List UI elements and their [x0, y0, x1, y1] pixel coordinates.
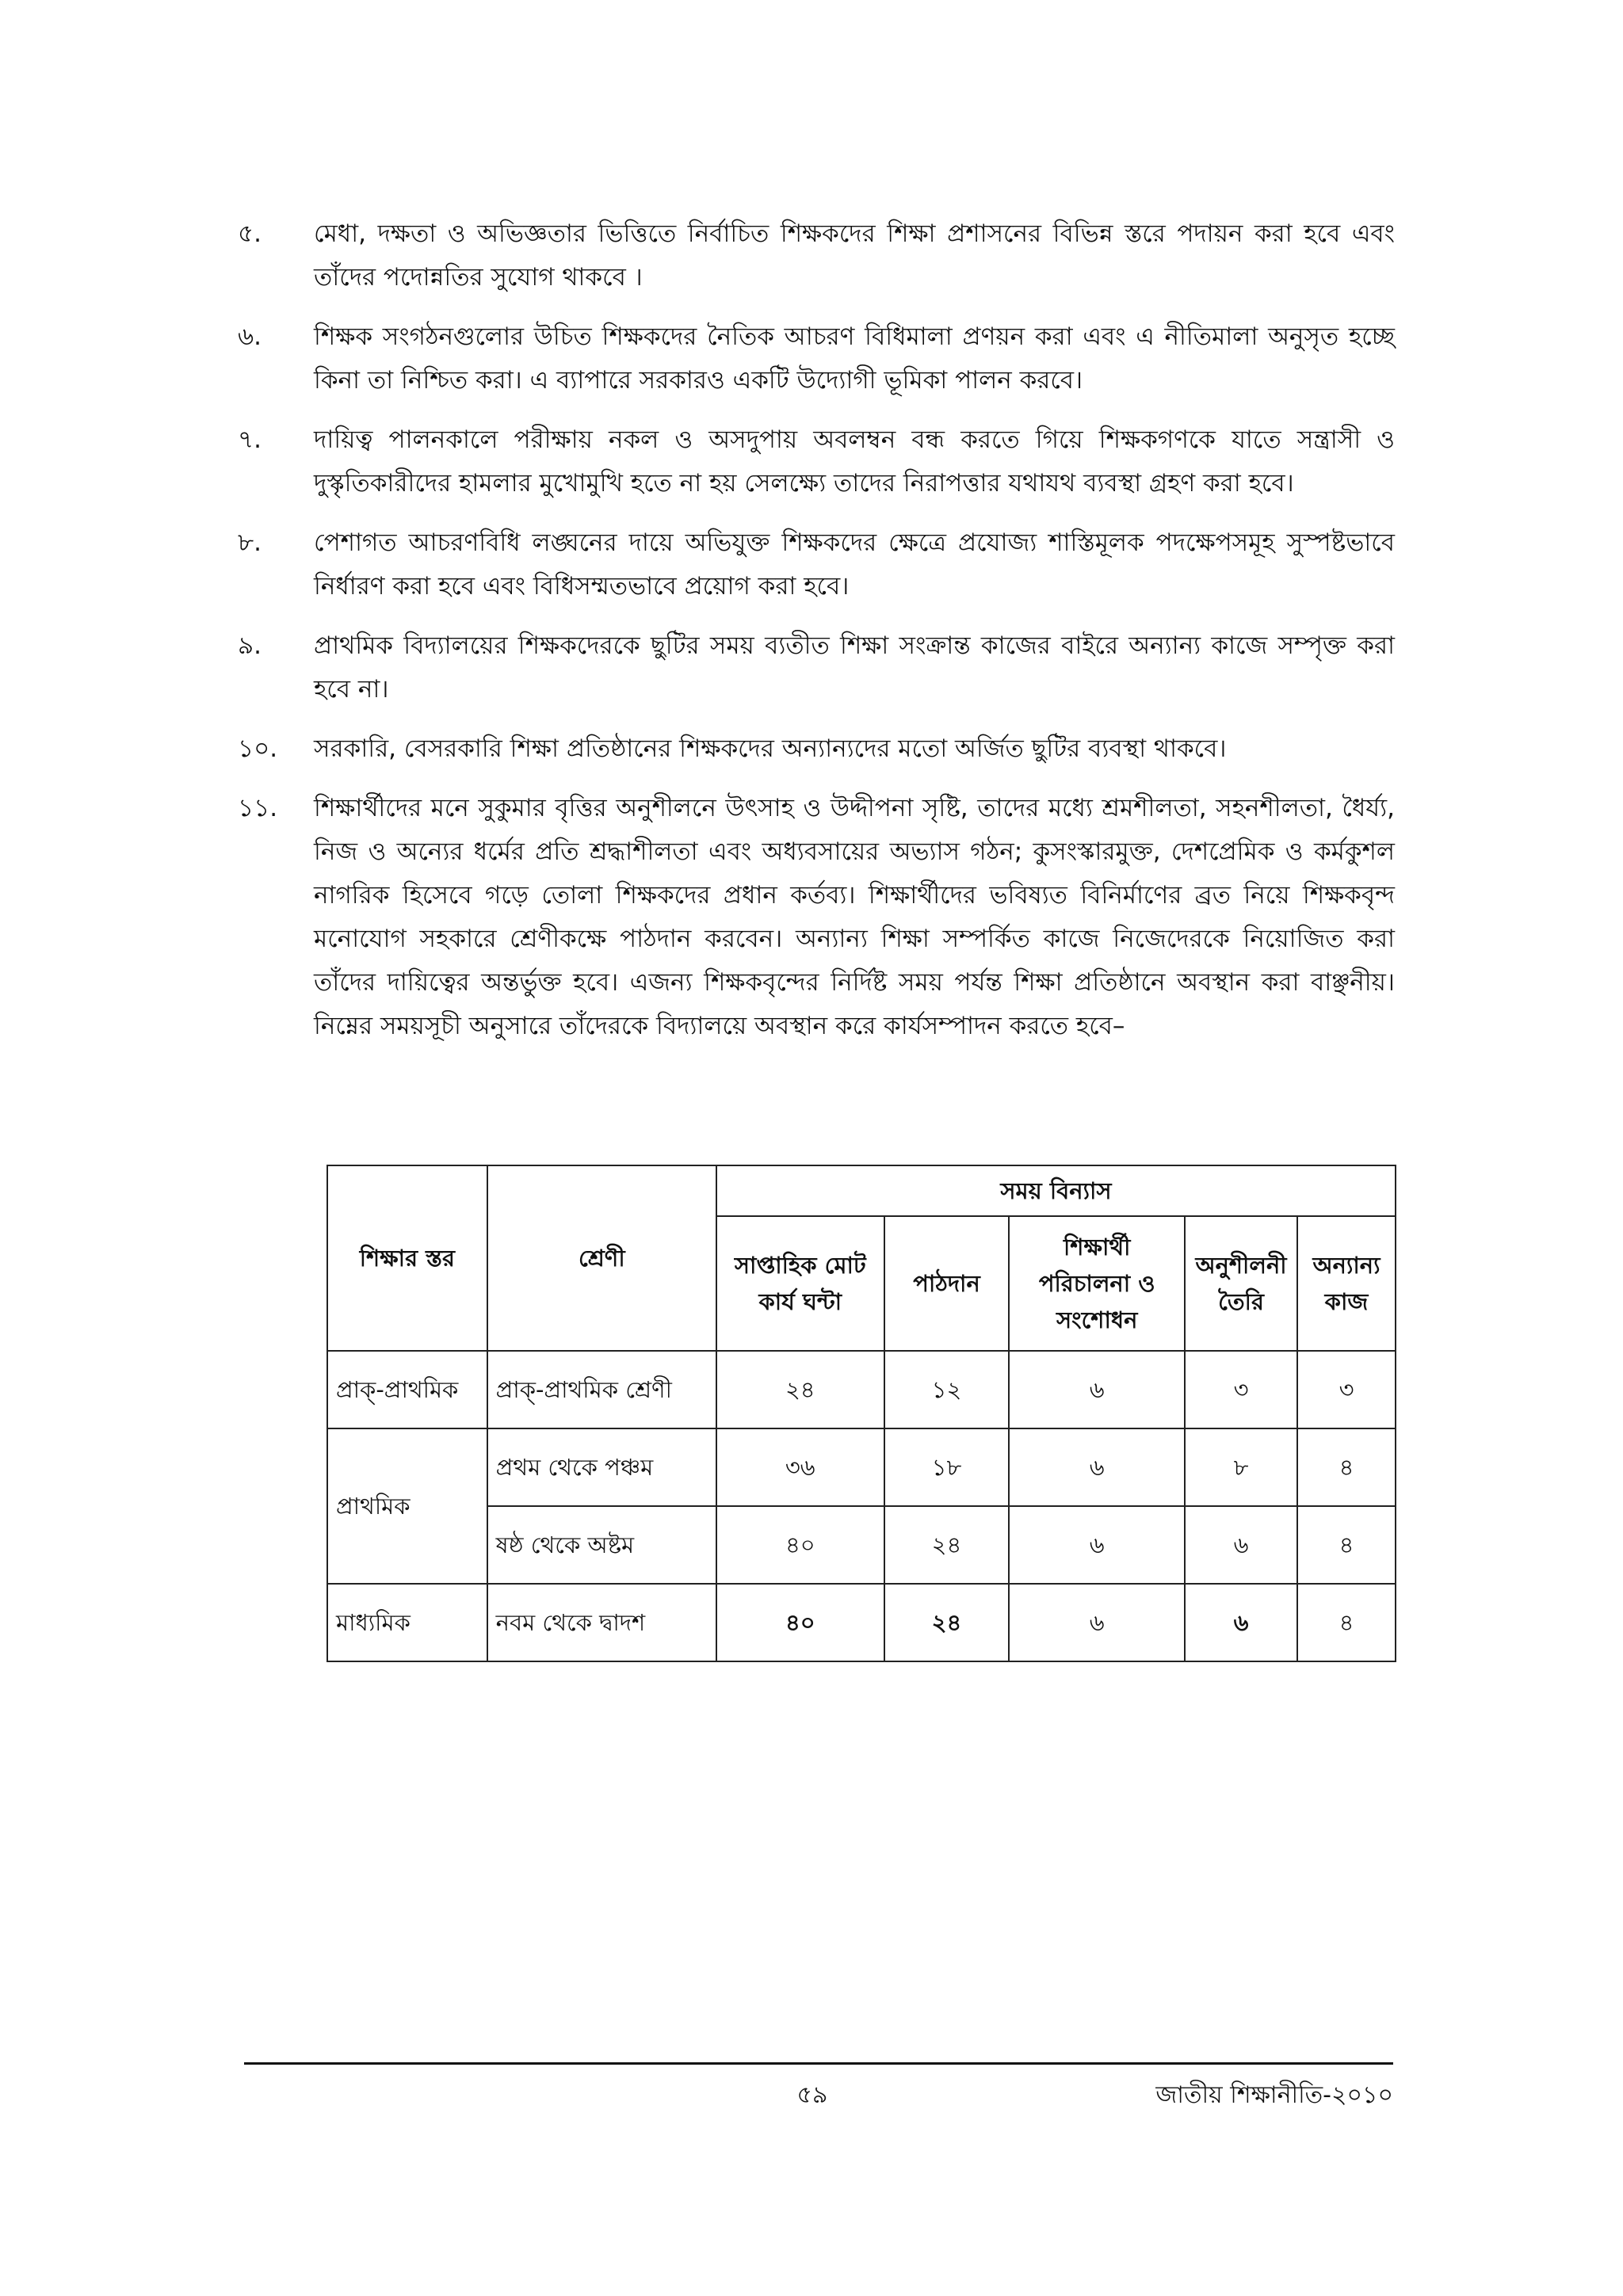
cell-value: ৬: [1009, 1428, 1185, 1506]
cell-value: ৬: [1009, 1584, 1185, 1661]
item-text: শিক্ষক সংগঠনগুলোর উচিত শিক্ষকদের নৈতিক আচরণ বিধিমালা প্রণয়ন করা এবং এ নীতিমালা অনুসৃত হচ্ছে কিনা তা নিশ্চিত করা। এ ব্যাপারে সরকারও একটি উদ্যোগী ভূমিকা পালন করবে।: [314, 322, 1395, 395]
item-text: সরকারি, বেসরকারি শিক্ষা প্রতিষ্ঠানের শিক্ষকদের অন্যান্যদের মতো অর্জিত ছুটির ব্যবস্থা থাকবে।: [314, 734, 1227, 763]
cell-class: প্রাক্-প্রাথমিক শ্রেণী: [487, 1351, 716, 1428]
header-student-management: শিক্ষার্থী পরিচালনা ও সংশোধন: [1009, 1216, 1185, 1351]
list-item: [238, 624, 1395, 711]
cell-value: ৬: [1009, 1351, 1185, 1428]
cell-value: ৬: [1185, 1584, 1297, 1661]
header-time-allocation: সময় বিন্যাস: [716, 1165, 1396, 1216]
item-number: ১০.: [238, 734, 278, 763]
cell-level: প্রাক্-প্রাথমিক: [327, 1351, 487, 1428]
list-item: [238, 787, 1395, 1048]
footer-title: জাতীয় শিক্ষানীতি-২০১০: [1155, 2081, 1393, 2109]
item-text: শিক্ষার্থীদের মনে সুকুমার বৃত্তির অনুশীলনে উৎসাহ ও উদ্দীপনা সৃষ্টি, তাদের মধ্যে শ্রমশীলতা, সহনশীলতা, ধৈর্য্য, নিজ ও অন্যের ধর্মের প্রতি শ্রদ্ধাশীলতা এবং অধ্যবসায়ের অভ্যাস গঠন; কুসংস্কারমুক্ত, দেশপ্রেমিক ও কর্মকুশল নাগরিক হিসেবে গড়ে তোলা শিক্ষকদের প্রধান কর্তব্য। শিক্ষার্থীদের ভবিষ্যত বিনির্মাণের ব্রত নিয়ে শিক্ষকবৃন্দ মনোযোগ সহকারে শ্রেণীকক্ষে পাঠদান করবেন। অন্যান্য শিক্ষা সম্পর্কিত কাজে নিজেদেরকে নিয়োজিত করা তাঁদের দায়িত্বের অন্তর্ভুক্ত হবে। এজন্য শিক্ষকবৃন্দের নির্দিষ্ট সময় পর্যন্ত শিক্ষা প্রতিষ্ঠানে অবস্থান করা বাঞ্ছনীয়। নিম্নের সময়সূচী অনুসারে তাঁদেরকে বিদ্যালয়ে অবস্থান করে কার্যসম্পাদন করতে হবে–: [314, 794, 1395, 1040]
table-header-row: [327, 1165, 1396, 1216]
header-level: শিক্ষার স্তর: [327, 1165, 487, 1351]
cell-value: ৬: [1009, 1506, 1185, 1584]
item-number: ৭.: [238, 425, 262, 454]
cell-level: মাধ্যমিক: [327, 1584, 487, 1661]
cell-value: ৪০: [716, 1584, 884, 1661]
table-row: [327, 1428, 1396, 1506]
item-number: ৮.: [238, 528, 262, 557]
cell-value: ৪: [1297, 1428, 1396, 1506]
header-exercise-prep: অনুশীলনী তৈরি: [1185, 1216, 1297, 1351]
cell-value: ২৪: [716, 1351, 884, 1428]
list-item: [238, 418, 1395, 505]
list-item: [238, 727, 1395, 771]
cell-level: প্রাথমিক: [327, 1428, 487, 1584]
cell-value: ৪: [1297, 1584, 1396, 1661]
cell-value: ৩: [1297, 1351, 1396, 1428]
item-number: ৫.: [238, 219, 262, 248]
table-row: [327, 1351, 1396, 1428]
cell-value: ৩: [1185, 1351, 1297, 1428]
cell-value: ১৮: [884, 1428, 1010, 1506]
list-item: [238, 212, 1395, 299]
list-item: [238, 315, 1395, 402]
cell-value: ৩৬: [716, 1428, 884, 1506]
header-class: শ্রেণী: [487, 1165, 716, 1351]
header-teaching: পাঠদান: [884, 1216, 1010, 1351]
numbered-list: [238, 212, 1395, 1064]
cell-value: ১২: [884, 1351, 1010, 1428]
item-text: প্রাথমিক বিদ্যালয়ের শিক্ষকদেরকে ছুটির সময় ব্যতীত শিক্ষা সংক্রান্ত কাজের বাইরে অন্যান্য কাজে সম্পৃক্ত করা হবে না।: [314, 631, 1395, 704]
cell-class: নবম থেকে দ্বাদশ: [487, 1584, 716, 1661]
cell-value: ৬: [1185, 1506, 1297, 1584]
item-number: ১১.: [238, 794, 278, 822]
table-row: [327, 1584, 1396, 1661]
list-item: [238, 521, 1395, 608]
item-number: ৬.: [238, 322, 262, 351]
cell-value: ২৪: [884, 1506, 1010, 1584]
cell-class: প্রথম থেকে পঞ্চম: [487, 1428, 716, 1506]
cell-value: ২৪: [884, 1584, 1010, 1661]
footer-divider: [244, 2062, 1393, 2065]
cell-class: ষষ্ঠ থেকে অষ্টম: [487, 1506, 716, 1584]
item-text: দায়িত্ব পালনকালে পরীক্ষায় নকল ও অসদুপায় অবলম্বন বন্ধ করতে গিয়ে শিক্ষকগণকে যাতে সন্ত্রাসী ও দুস্কৃতিকারীদের হামলার মুখোমুখি হতে না হয় সেলক্ষ্যে তাদের নিরাপত্তার যথাযথ ব্যবস্থা গ্রহণ করা হবে।: [314, 425, 1395, 498]
item-text: পেশাগত আচরণবিধি লঙ্ঘনের দায়ে অভিযুক্ত শিক্ষকদের ক্ষেত্রে প্রযোজ্য শাস্তিমূলক পদক্ষেপসমূহ সুস্পষ্টভাবে নির্ধারণ করা হবে এবং বিধিসম্মতভাবে প্রয়োগ করা হবে।: [314, 528, 1395, 601]
cell-value: ৪: [1297, 1506, 1396, 1584]
cell-value: ৪০: [716, 1506, 884, 1584]
item-text: মেধা, দক্ষতা ও অভিজ্ঞতার ভিত্তিতে নির্বাচিত শিক্ষকদের শিক্ষা প্রশাসনের বিভিন্ন স্তরে পদায়ন করা হবে এবং তাঁদের পদোন্নতির সুযোগ থাকবে ।: [314, 219, 1395, 292]
header-weekly-hours: সাপ্তাহিক মোট কার্য ঘন্টা: [716, 1216, 884, 1351]
time-schedule-table: [327, 1165, 1396, 1662]
page-number: ৫৯: [796, 2081, 828, 2109]
header-other-work: অন্যান্য কাজ: [1297, 1216, 1396, 1351]
cell-value: ৮: [1185, 1428, 1297, 1506]
item-number: ৯.: [238, 631, 262, 660]
table-row: [327, 1506, 1396, 1584]
